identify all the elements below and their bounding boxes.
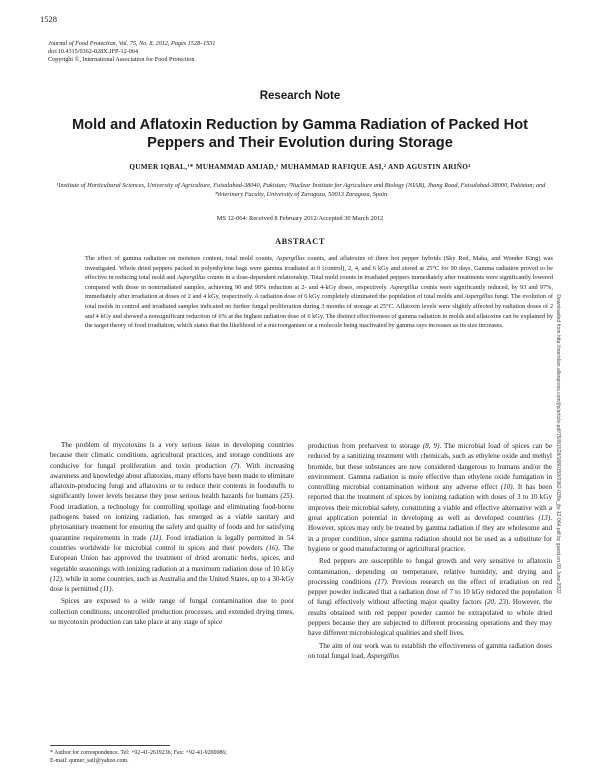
citation-ref[interactable]: (17) (374, 577, 387, 586)
citation-ref[interactable]: (7) (231, 461, 240, 470)
citation-ref[interactable]: (11) (100, 585, 112, 594)
affiliations: ¹Institute of Horticultural Sciences, University of Agriculture, Faisalabad-38040, Pakistan; ²Nuclear Institute for Agriculture and Biology (NIAB), Jhang Road, Faisalabad-38000, Pakistan; and ³Veterinary Faculty, University of Zaragoza, 50013 Zaragoza, Spain (56, 182, 546, 198)
journal-header (48, 40, 216, 65)
body-paragraph: production from preharvest to storage (8, 9). The microbial load of spices can be reduced by a sanitizing treatment with chemicals, such as ethylene oxide and methyl bromide, but these substances are now considered dangerous to humans and/or the environment. Gamma radiation is more effective than ethylene oxide fumigation in controlling microbial contamination without any adverse effect (10). It has been reported that the treatment of spices by ionizing radiation with doses of 3 to 10 kGy improves their microbial safety, constituting a viable and effective alternative with a great application potential in developing as well as developed countries (13). However, spices may only be treated by gamma radiation if they are wholesome and in a proper condition, since gamma radiation should not be used as a substitute for hygiene or good manufacturing or agricultural practice. (308, 442, 553, 553)
journal-copyright: Copyright ©, International Association for Food Protection (48, 56, 195, 64)
citation-ref[interactable]: (16) (266, 543, 278, 552)
manuscript-info: MS 12-064: Received 8 February 2012/Accepted 30 March 2012 (216, 215, 384, 222)
citation-ref[interactable]: (13) (538, 514, 551, 523)
body-paragraph: The aim of our work was to establish the effectiveness of gamma radiation doses on total fungal load, Aspergillus (308, 641, 552, 660)
section-label: Research Note (259, 90, 341, 102)
body-paragraph: Red peppers are susceptible to fungal growth and very sensitive to aflatoxin contamination, depending on temperature, relative humidity, and drying and processing conditions (17). Previous research on the effect of irradiation on red pepper powder indicated that a radiation dose of 7 to 10 kGy reduced the population of fungi effectively without affecting major quality factors (20, 23). However, the results obtained with red pepper powder cannot be extrapolated to whole dried peppers because they are subjected to different processing operations and they may have different microbiological qualities and shelf lives. (308, 557, 552, 638)
author-list: QUMER IQBAL,¹* MUHAMMAD AMJAD,¹ MUHAMMAD RAFIQUE ASI,² AND AGUSTIN ARIÑO³ (129, 163, 471, 171)
journal-doi[interactable]: doi:10.4315/0362-028X.JFP-12-064 (48, 48, 139, 56)
abstract-heading: ABSTRACT (275, 237, 325, 246)
citation-ref[interactable]: (25) (280, 492, 293, 501)
download-watermark-text: Downloaded from http://meridian.allenpress.com/jfp/article-pdf/75/8/1528/1680159/0362-028x_jfp-12-064.pdf by guest on 09 June 2022 (555, 294, 561, 594)
footnote (50, 749, 300, 765)
footnote-email[interactable]: E-mail: qumer_saif@yahoo.com. (50, 758, 129, 765)
abstract-text: The effect of gamma radiation on moisture content, total mold counts, Aspergillus counts, and aflatoxins of three hot pepper hybrids (Sky Red, Maha, and Wonder King) was investigated. Whole dried peppers packed in polyethylene bags were gamma irradiated at 0 (control), 2, 4, and 6 kGy and stored at 25°C for 90 days. Gamma radiation proved to be effective in reducing total mold and Aspergillus counts in a dose-dependent relationship. Total mold counts in irradiated peppers immediately after treatments were significantly lowered compared with those in nonirradiated samples, achieving 90 and 99% reduction at 2- and 4-kGy doses, respectively. Aspergillus counts were significantly reduced, by 93 and 97%, immediately after irradiation at doses of 2 and 4 kGy, respectively. A radiation dose of 6 kGy completely eliminated the population of total molds and Aspergillus fungi. The evolution of total molds in control and irradiated samples indicated no further fungal proliferation during 3 months of storage at 25°C. Aflatoxin levels were slightly affected by radiation doses of 2 and 4 kGy and showed a nonsignificant reduction of 6% at the highest radiation dose of 6 kGy. The distinct effectiveness of gamma radiation in molds and aflatoxins can be explained by the target theory of food irradiation, which states that the likelihood of a microorganism or a molecule being inactivated by gamma rays increases as its size increases. (85, 255, 554, 330)
body-column-left (50, 440, 294, 627)
page-number: 1528 (40, 14, 57, 24)
citation-ref[interactable]: (8, 9) (422, 442, 440, 450)
footnote-divider (50, 745, 170, 746)
citation-ref[interactable]: (11) (149, 533, 162, 542)
body-paragraph: Spices are exposed to a wide range of fungal contamination due to poor collection conditions, uncontrolled production processes, and extended drying times, so mycotoxin production can take place at any stage of spice (50, 597, 294, 627)
body-column-right (308, 441, 552, 661)
download-watermark (553, 214, 563, 674)
citation-ref[interactable]: (12) (50, 574, 62, 583)
citation-ref[interactable]: (10) (500, 483, 513, 492)
citation-ref[interactable]: (20, 23) (484, 598, 509, 607)
body-paragraph: The problem of mycotoxins is a very serious issue in developing countries because their climatic conditions, agricultural practices, and storage conditions are conducive for fungal proliferation and toxin production (7). With increasing awareness and knowledge about aflatoxins, many efforts have been made to eliminate aflatoxin-producing fungi and aflatoxins or to reduce their contents in foodstuffs to significantly lower levels because they pose serious health hazards for humans (25). Food irradiation, a technology for controlling spoilage and eliminating food-borne pathogens based on ionizing radiation, has emerged as a viable sanitary and phytosanitary treatment for ensuring the safety and quality of foods and for satisfying quarantine requirements in trade (11). Food irradiation is legally permitted in 54 countries worldwide for microbial control in spices and their powders (16). The European Union has approved the treatment of dried aromatic herbs, spices, and vegetable seasonings with ionizing radiation at a maximum radiation dose of 10 kGy (12), while in some countries, such as Australia and the United States, up to a 30-kGy dose is permitted (11). (50, 441, 294, 594)
footnote-contact: * Author for correspondence. Tel: +92-41-2619236; Fax: +92-41-9200086; (50, 750, 227, 756)
article-title: Mold and Aflatoxin Reduction by Gamma Radiation of Packed Hot Peppers and Their Evolution during Storage (72, 117, 528, 151)
journal-citation: Journal of Food Protection, Vol. 75, No. 8, 2012, Pages 1528–1531 (48, 40, 216, 47)
